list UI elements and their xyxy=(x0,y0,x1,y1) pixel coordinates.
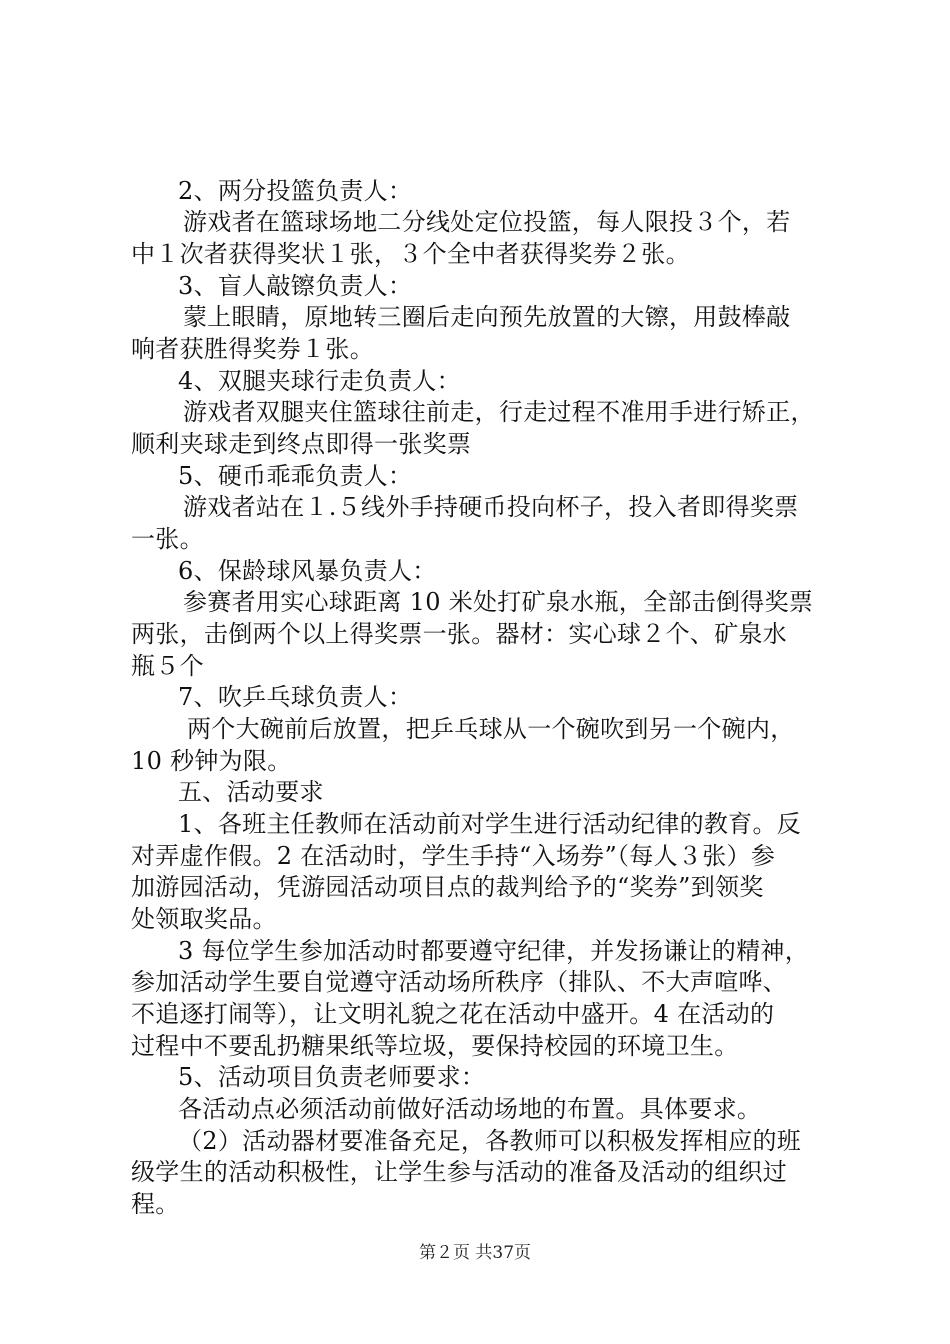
text-line: 6、保龄球风暴负责人： xyxy=(178,557,437,585)
text-line: 2、两分投篮负责人： xyxy=(178,177,413,205)
text-line: 蒙上眼睛，原地转三圈后走向预先放置的大镲，用鼓棒敲 xyxy=(183,303,791,331)
text-line: 参赛者用实心球距离 10 米处打矿泉水瓶，全部击倒得奖票 xyxy=(183,588,814,616)
text-line: 5、硬币乖乖负责人： xyxy=(178,462,413,490)
text-line: 对弄虚作假。2 在活动时，学生手持“入场券”（每人３张）参 xyxy=(131,842,776,870)
text-line: 各活动点必须活动前做好活动场地的布置。具体要求。 xyxy=(178,1095,762,1123)
text-line: 一张。 xyxy=(131,525,204,553)
text-line: 10 秒钟为限。 xyxy=(131,747,292,775)
text-line: 瓶５个 xyxy=(131,652,204,680)
text-line: 游戏者站在１.５线外手持硬币投向杯子，投入者即得奖票 xyxy=(183,493,799,521)
text-line: 4、双腿夹球行走负责人： xyxy=(178,367,461,395)
text-line: 中１次者获得奖状１张，３个全中者获得奖券２张。 xyxy=(131,240,690,268)
text-line: 级学生的活动积极性，让学生参与活动的准备及活动的组织过 xyxy=(131,1158,788,1186)
text-line: 两个大碗前后放置，把乒乓球从一个碗吹到另一个碗内， xyxy=(187,715,795,743)
text-line: 游戏者双腿夹住篮球往前走，行走过程不准用手进行矫正， xyxy=(183,398,815,426)
text-line: 五、活动要求 xyxy=(178,778,324,806)
page-footer: 第２页 共37页 xyxy=(418,1243,532,1263)
text-line: 不追逐打闹等），让文明礼貌之花在活动中盛开。4 在活动的 xyxy=(131,1000,775,1028)
text-line: 加游园活动，凭游园活动项目点的裁判给予的“奖券”到领奖 xyxy=(131,873,764,901)
text-line: 两张，击倒两个以上得奖票一张。器材：实心球２个、矿泉水 xyxy=(131,620,788,648)
text-line: 程。 xyxy=(131,1190,180,1218)
text-line: 3 每位学生参加活动时都要遵守纪律，并发扬谦让的精神， xyxy=(178,937,809,965)
text-line: 过程中不要乱扔糖果纸等垃圾，要保持校园的环境卫生。 xyxy=(131,1032,739,1060)
text-line: 3、盲人敲镲负责人： xyxy=(178,272,413,300)
text-line: （2）活动器材要准备充足，各教师可以积极发挥相应的班 xyxy=(178,1127,802,1155)
text-line: 参加活动学生要自觉遵守活动场所秩序（排队、不大声喧哗、 xyxy=(131,968,788,996)
text-line: 游戏者在篮球场地二分线处定位投篮，每人限投３个，若 xyxy=(183,208,791,236)
text-line: 5、活动项目负责老师要求： xyxy=(178,1063,486,1091)
text-line: 7、吹乒乓球负责人： xyxy=(178,683,413,711)
text-line: 顺利夹球走到终点即得一张奖票 xyxy=(131,430,472,458)
text-line: 响者获胜得奖券１张。 xyxy=(131,335,374,363)
text-line: 处领取奖品。 xyxy=(131,905,277,933)
text-line: 1、各班主任教师在活动前对学生进行活动纪律的教育。反 xyxy=(178,810,802,838)
